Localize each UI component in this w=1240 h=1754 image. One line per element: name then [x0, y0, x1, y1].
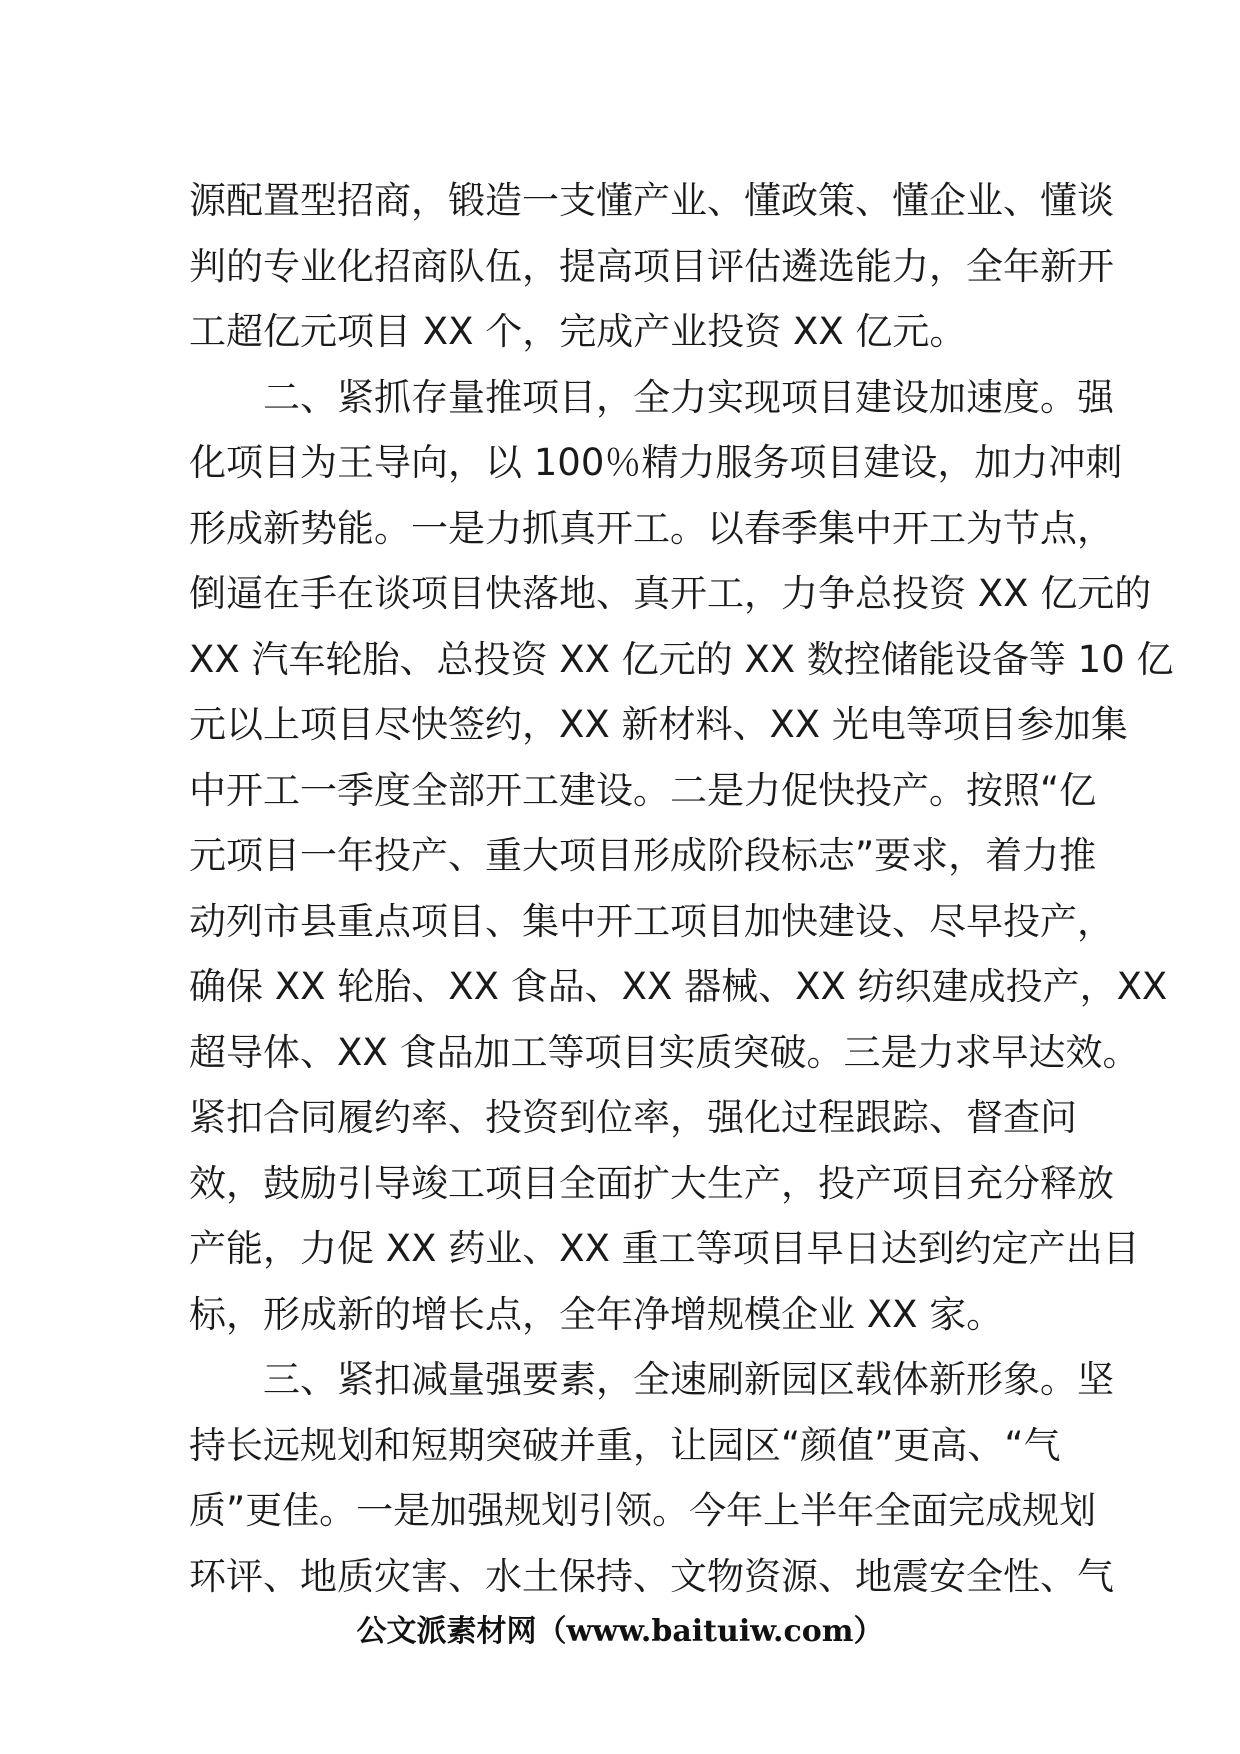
text-line: 元项目一年投产、重大项目形成阶段标志”要求，着力推 [189, 834, 1097, 877]
text-line: XX 汽车轮胎、总投资 XX 亿元的 XX 数控储能设备等 10 亿 [189, 637, 1174, 681]
text-line: 判的专业化招商队伍，提高项目评估遴选能力，全年新开 [189, 244, 1114, 288]
text-line: 形成新势能。一是力抓真开工。以春季集中开工为节点， [189, 506, 1114, 550]
text-line: 产能，力促 XX 药业、XX 重工等项目早日达到约定产出目 [189, 1227, 1140, 1270]
paragraph-heading-line: 二、紧抓存量推项目，全力实现项目建设加速度。强 [263, 375, 1114, 419]
text-line: 动列市县重点项目、集中开工项目加快建设、尽早投产， [189, 899, 1114, 943]
text-line: 效，鼓励引导竣工项目全面扩大生产，投产项目充分释放 [189, 1161, 1114, 1205]
text-line: 超导体、XX 食品加工等项目实质突破。三是力求早达效。 [189, 1030, 1140, 1074]
text-line: 倒逼在手在谈项目快落地、真开工，力争总投资 XX 亿元的 [189, 572, 1152, 615]
document-body [189, 168, 1174, 1609]
text-line: 标，形成新的增长点，全年净增规模企业 XX 家。 [189, 1292, 1004, 1336]
paragraph-heading-line: 三、紧扣减量强要素，全速刷新园区载体新形象。坚 [263, 1358, 1114, 1401]
text-line: 质”更佳。一是加强规划引领。今年上半年全面完成规划 [189, 1489, 1097, 1532]
text-line: 元以上项目尽快签约，XX 新材料、XX 光电等项目参加集 [189, 703, 1128, 746]
text-line: 环评、地质灾害、水土保持、文物资源、地震安全性、气 [189, 1554, 1114, 1598]
footer-watermark: 公文派素材网（www.baituiw.com） [356, 1614, 884, 1649]
text-line: 确保 XX 轮胎、XX 食品、XX 器械、XX 纺织建成投产，XX [189, 965, 1168, 1008]
text-line: 紧扣合同履约率、投资到位率，强化过程跟踪、督查问 [189, 1096, 1077, 1139]
text-line: 源配置型招商，锻造一支懂产业、懂政策、懂企业、懂谈 [189, 179, 1114, 222]
text-line: 化项目为王导向，以 100％精力服务项目建设，加力冲刺 [189, 441, 1123, 484]
text-line: 中开工一季度全部开工建设。二是力促快投产。按照“亿 [189, 768, 1097, 812]
text-line: 持长远规划和短期突破并重，让园区“颜值”更高、“气 [189, 1423, 1061, 1467]
text-line: 工超亿元项目 XX 个，完成产业投资 XX 亿元。 [189, 310, 967, 353]
